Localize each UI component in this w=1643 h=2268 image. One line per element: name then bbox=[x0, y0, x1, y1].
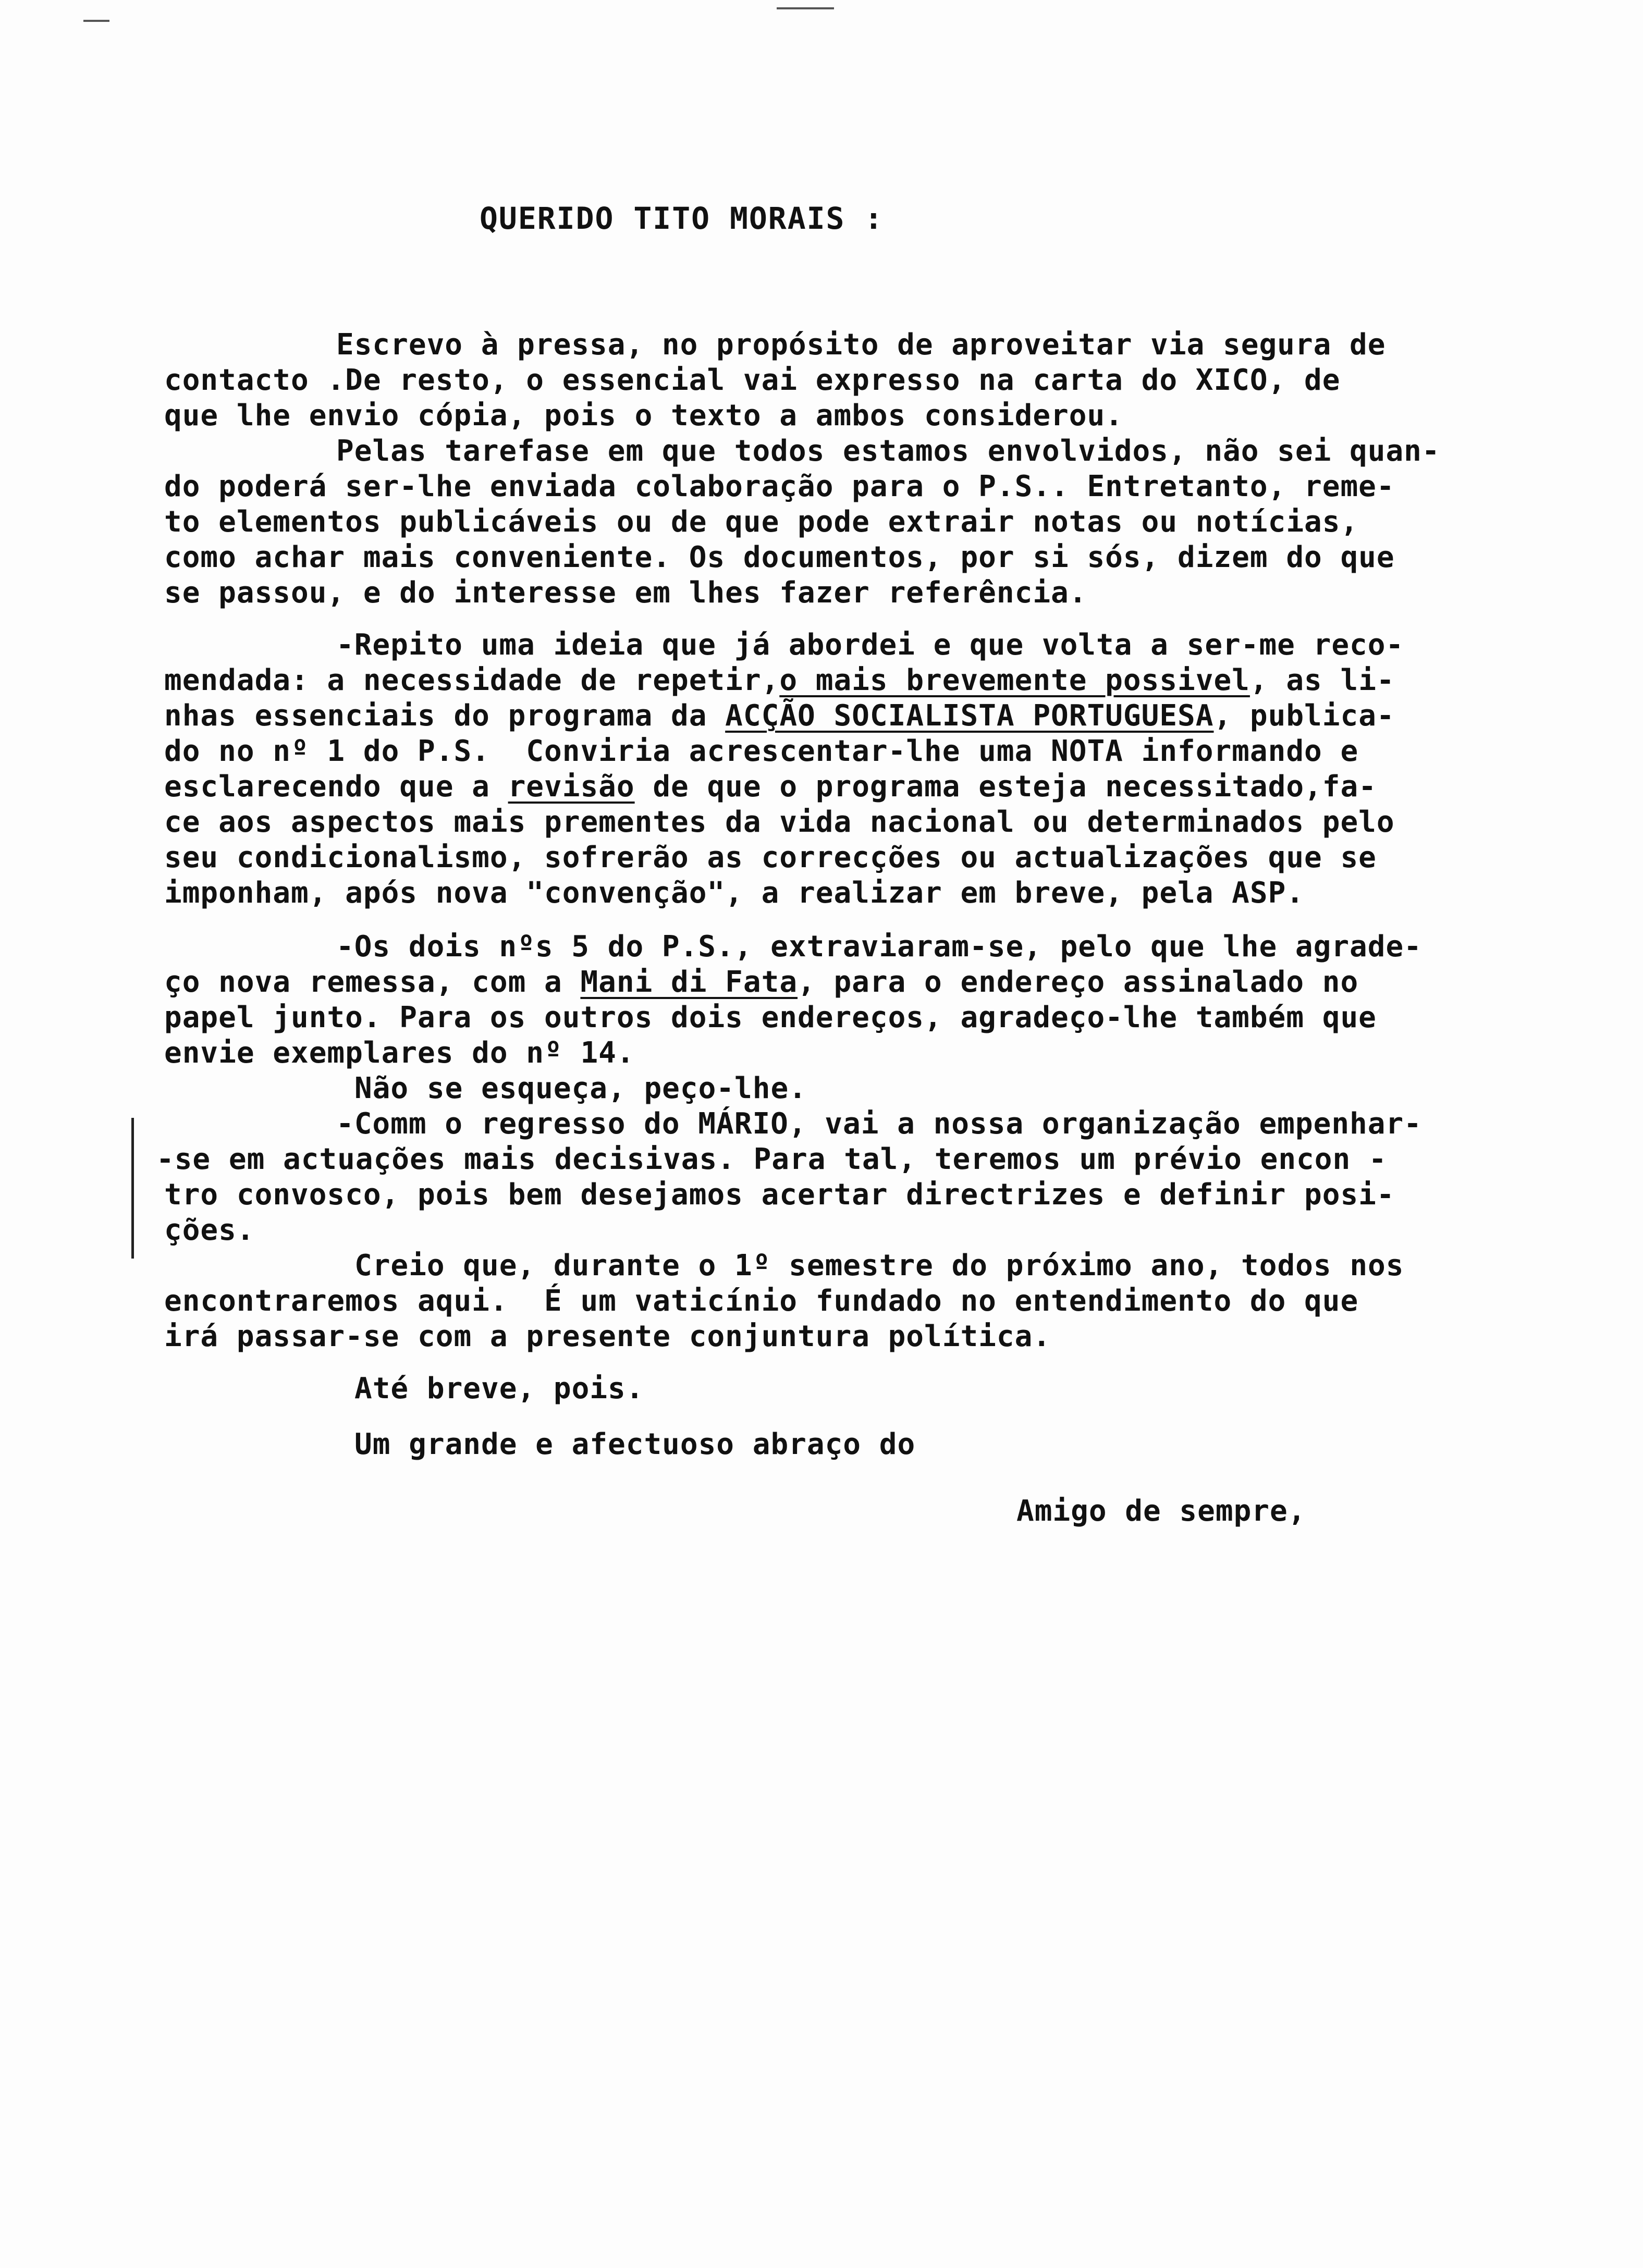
letter-line bbox=[164, 664, 1395, 697]
letter-line: que lhe envio cópia, pois o texto a ambos considerou. bbox=[164, 399, 1123, 433]
margin-bracket-mark bbox=[131, 1118, 134, 1259]
letter-line: do poderá ser-lhe enviada colaboração para o P.S.. Entretanto, reme- bbox=[164, 470, 1395, 503]
letter-line: Um grande e afectuoso abraço do bbox=[354, 1427, 916, 1461]
letter-text: de que o programa esteja necessitado,fa- bbox=[634, 770, 1377, 804]
letter-text: , para o endereço assinalado no bbox=[798, 965, 1359, 999]
underlined-phrase: o mais brevemente possivel bbox=[779, 663, 1250, 697]
letter-line: ce aos aspectos mais prementes da vida nacional ou determinados pelo bbox=[164, 805, 1395, 839]
letter-text: , publica- bbox=[1213, 699, 1395, 733]
letter-line: to elementos publicáveis ou de que pode extrair notas ou notícias, bbox=[164, 505, 1359, 539]
letter-line: encontraremos aqui. É um vaticínio fundado no entendimento do que bbox=[164, 1284, 1359, 1318]
letter-line: tro convosco, pois bem desejamos acertar directrizes e definir posi- bbox=[164, 1178, 1395, 1212]
letter-line: Até breve, pois. bbox=[354, 1372, 644, 1406]
letter-text: nhas essenciais do programa da bbox=[164, 699, 726, 733]
letter-line: -Comm o regresso do MÁRIO, vai a nossa organização empenhar- bbox=[336, 1107, 1422, 1141]
letter-line: se passou, e do interesse em lhes fazer referência. bbox=[164, 576, 1087, 610]
letter-text: esclarecendo que a bbox=[164, 770, 508, 804]
letter-line: como achar mais conveniente. Os documentos, por si sós, dizem do que bbox=[164, 540, 1395, 574]
letter-line: irá passar-se com a presente conjuntura política. bbox=[164, 1320, 1051, 1353]
letter-text: , as li- bbox=[1249, 663, 1395, 697]
letter-line: Não se esqueça, peço-lhe. bbox=[354, 1071, 807, 1105]
letter-line: ções. bbox=[164, 1213, 255, 1247]
letter-signoff: Amigo de sempre, bbox=[1016, 1494, 1306, 1528]
letter-text: ço nova remessa, com a bbox=[164, 965, 581, 999]
underlined-phrase: ACÇÃO SOCIALISTA PORTUGUESA bbox=[725, 699, 1214, 733]
underlined-phrase: revisão bbox=[508, 770, 635, 804]
underlined-phrase: Mani di Fata bbox=[580, 965, 798, 999]
letter-greeting: QUERIDO TITO MORAIS : bbox=[480, 201, 884, 236]
letter-line: -se em actuações mais decisivas. Para tal, teremos um prévio encon - bbox=[156, 1142, 1387, 1176]
letter-text: mendada: a necessidade de repetir, bbox=[164, 663, 780, 697]
letter-line: -Os dois nºs 5 do P.S., extraviaram-se, pelo que lhe agrade- bbox=[336, 930, 1422, 964]
scan-mark-top-center bbox=[777, 7, 834, 9]
letter-line: Escrevo à pressa, no propósito de aproveitar via segura de bbox=[336, 328, 1386, 362]
letter-line: papel junto. Para os outros dois endereços, agradeço-lhe também que bbox=[164, 1001, 1377, 1034]
letter-line: seu condicionalismo, sofrerão as correcções ou actualizações que se bbox=[164, 841, 1377, 874]
letter-line: do no nº 1 do P.S. Conviria acrescentar-lhe uma NOTA informando e bbox=[164, 734, 1359, 768]
letter-line: Creio que, durante o 1º semestre do próximo ano, todos nos bbox=[354, 1249, 1404, 1283]
letter-line: contacto .De resto, o essencial vai expresso na carta do XICO, de bbox=[164, 363, 1341, 397]
letter-line bbox=[164, 699, 1395, 733]
scan-mark-top-left bbox=[83, 20, 109, 22]
letter-line: envie exemplares do nº 14. bbox=[164, 1036, 635, 1070]
letter-line: imponham, após nova "convenção", a realizar em breve, pela ASP. bbox=[164, 876, 1305, 910]
letter-line bbox=[164, 770, 1377, 804]
letter-line: Pelas tarefase em que todos estamos envolvidos, não sei quan- bbox=[336, 434, 1440, 468]
letter-line: -Repito uma ideia que já abordei e que volta a ser-me reco- bbox=[336, 628, 1404, 662]
letter-line bbox=[164, 966, 1358, 999]
